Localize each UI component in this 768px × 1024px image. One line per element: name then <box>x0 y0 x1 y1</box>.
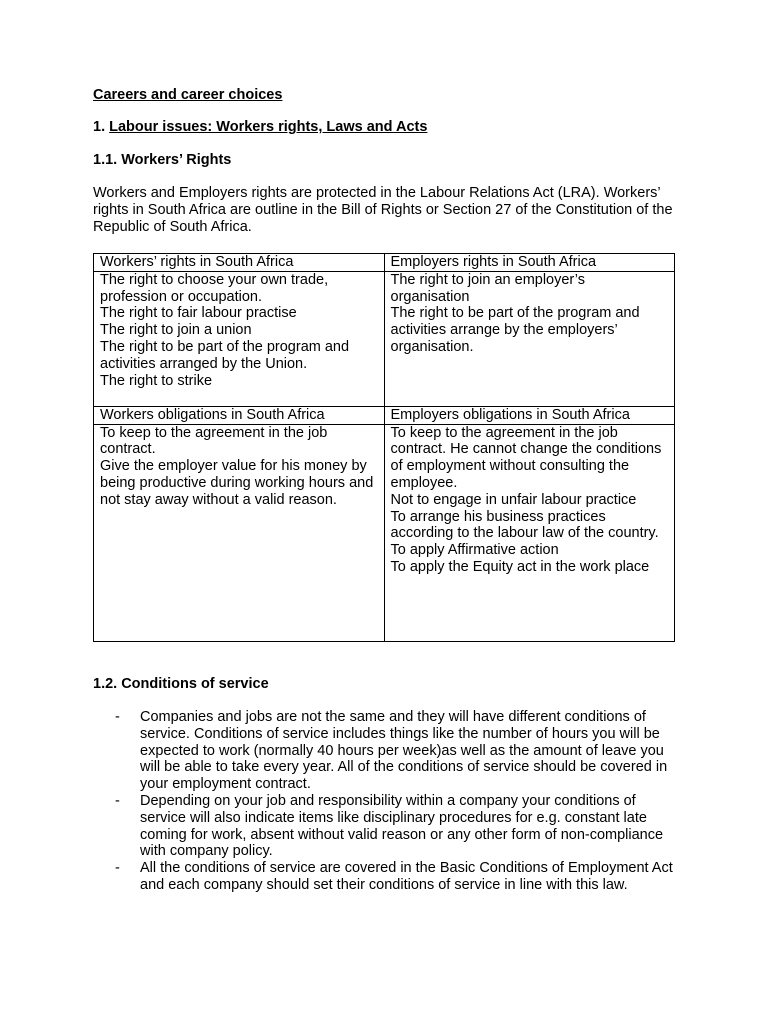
list-item <box>93 860 683 894</box>
rights-content-row <box>94 271 675 406</box>
employers-obligation-item: To arrange his business practices according to the labour law of the country. <box>390 508 659 542</box>
section-1-title: Labour issues: Workers rights, Laws and Acts <box>109 119 428 135</box>
section-1-number: 1. <box>93 119 106 135</box>
workers-obligation-item: To keep to the agreement in the job contract. <box>100 424 328 458</box>
bullet-dash: - <box>115 860 120 877</box>
document-title: Careers and career choices <box>93 87 283 103</box>
employers-obligations-cell <box>384 424 675 641</box>
list-item <box>93 709 683 793</box>
obligations-content-row <box>94 424 675 641</box>
employers-obligation-item: Not to engage in unfair labour practice <box>390 491 637 508</box>
bullet-dash: - <box>115 709 120 725</box>
rights-table <box>93 253 675 642</box>
section-1-2-heading: 1.2. Conditions of service <box>93 676 269 692</box>
section-1-1-heading: 1.1. Workers’ Rights <box>93 152 232 168</box>
workers-right-item: The right to be part of the program and activities arranged by the Union. <box>100 338 350 372</box>
employers-rights-header: Employers rights in South Africa <box>384 254 675 272</box>
intro-paragraph: Workers and Employers rights are protected in the Labour Relations Act (LRA). Workers’ rights in South Africa are outline in the Bill of Rights or Section 27 of the Constitution of the Republic of South Africa. <box>93 185 673 235</box>
workers-right-item: The right to choose your own trade, profession or occupation. <box>100 271 329 305</box>
employers-right-item: The right to join an employer’s organisation <box>390 271 586 305</box>
list-item-text: All the conditions of service are covered in the Basic Conditions of Employment Act and each company should set their conditions of service in line with this law. <box>140 860 673 893</box>
employers-right-item: The right to be part of the program and activities arrange by the employers’ organisation. <box>390 305 640 355</box>
workers-right-item: The right to strike <box>100 372 213 389</box>
bullet-dash: - <box>115 792 120 809</box>
list-item-text: Depending on your job and responsibility within a company your conditions of service will also indicate items like disciplinary procedures for e.g. constant late coming for work, absent without valid reason or any other form of non-compliance with company policy. <box>140 792 664 860</box>
workers-rights-cell <box>94 271 385 406</box>
workers-rights-header: Workers’ rights in South Africa <box>94 254 385 272</box>
obligations-header-row <box>94 406 675 424</box>
list-item-text: Companies and jobs are not the same and they will have different conditions of service. Conditions of service includes things like the number of hours you will be expected to work (normally 40 hours per week)as well as the amount of leave you will be able to take every year. All of the conditions of service should be covered in your employment contract. <box>140 709 668 793</box>
list-item <box>93 793 683 860</box>
rights-header-row <box>94 254 675 272</box>
section-1-heading <box>93 119 427 135</box>
employers-obligation-item: To apply the Equity act in the work place <box>390 558 650 575</box>
employers-obligations-header: Employers obligations in South Africa <box>384 406 675 424</box>
employers-obligation-item: To apply Affirmative action <box>390 542 559 559</box>
conditions-list <box>93 709 683 894</box>
workers-obligations-header: Workers obligations in South Africa <box>94 406 385 424</box>
employers-obligation-item: To keep to the agreement in the job contract. He cannot change the conditions of employment without consulting the employee. <box>390 424 662 491</box>
workers-obligation-item: Give the employer value for his money by being productive during working hours and not stay away without a valid reason. <box>100 458 374 508</box>
employers-rights-cell <box>384 271 675 406</box>
workers-right-item: The right to fair labour practise <box>100 305 297 322</box>
workers-obligations-cell <box>94 424 385 641</box>
workers-right-item: The right to join a union <box>100 322 252 339</box>
